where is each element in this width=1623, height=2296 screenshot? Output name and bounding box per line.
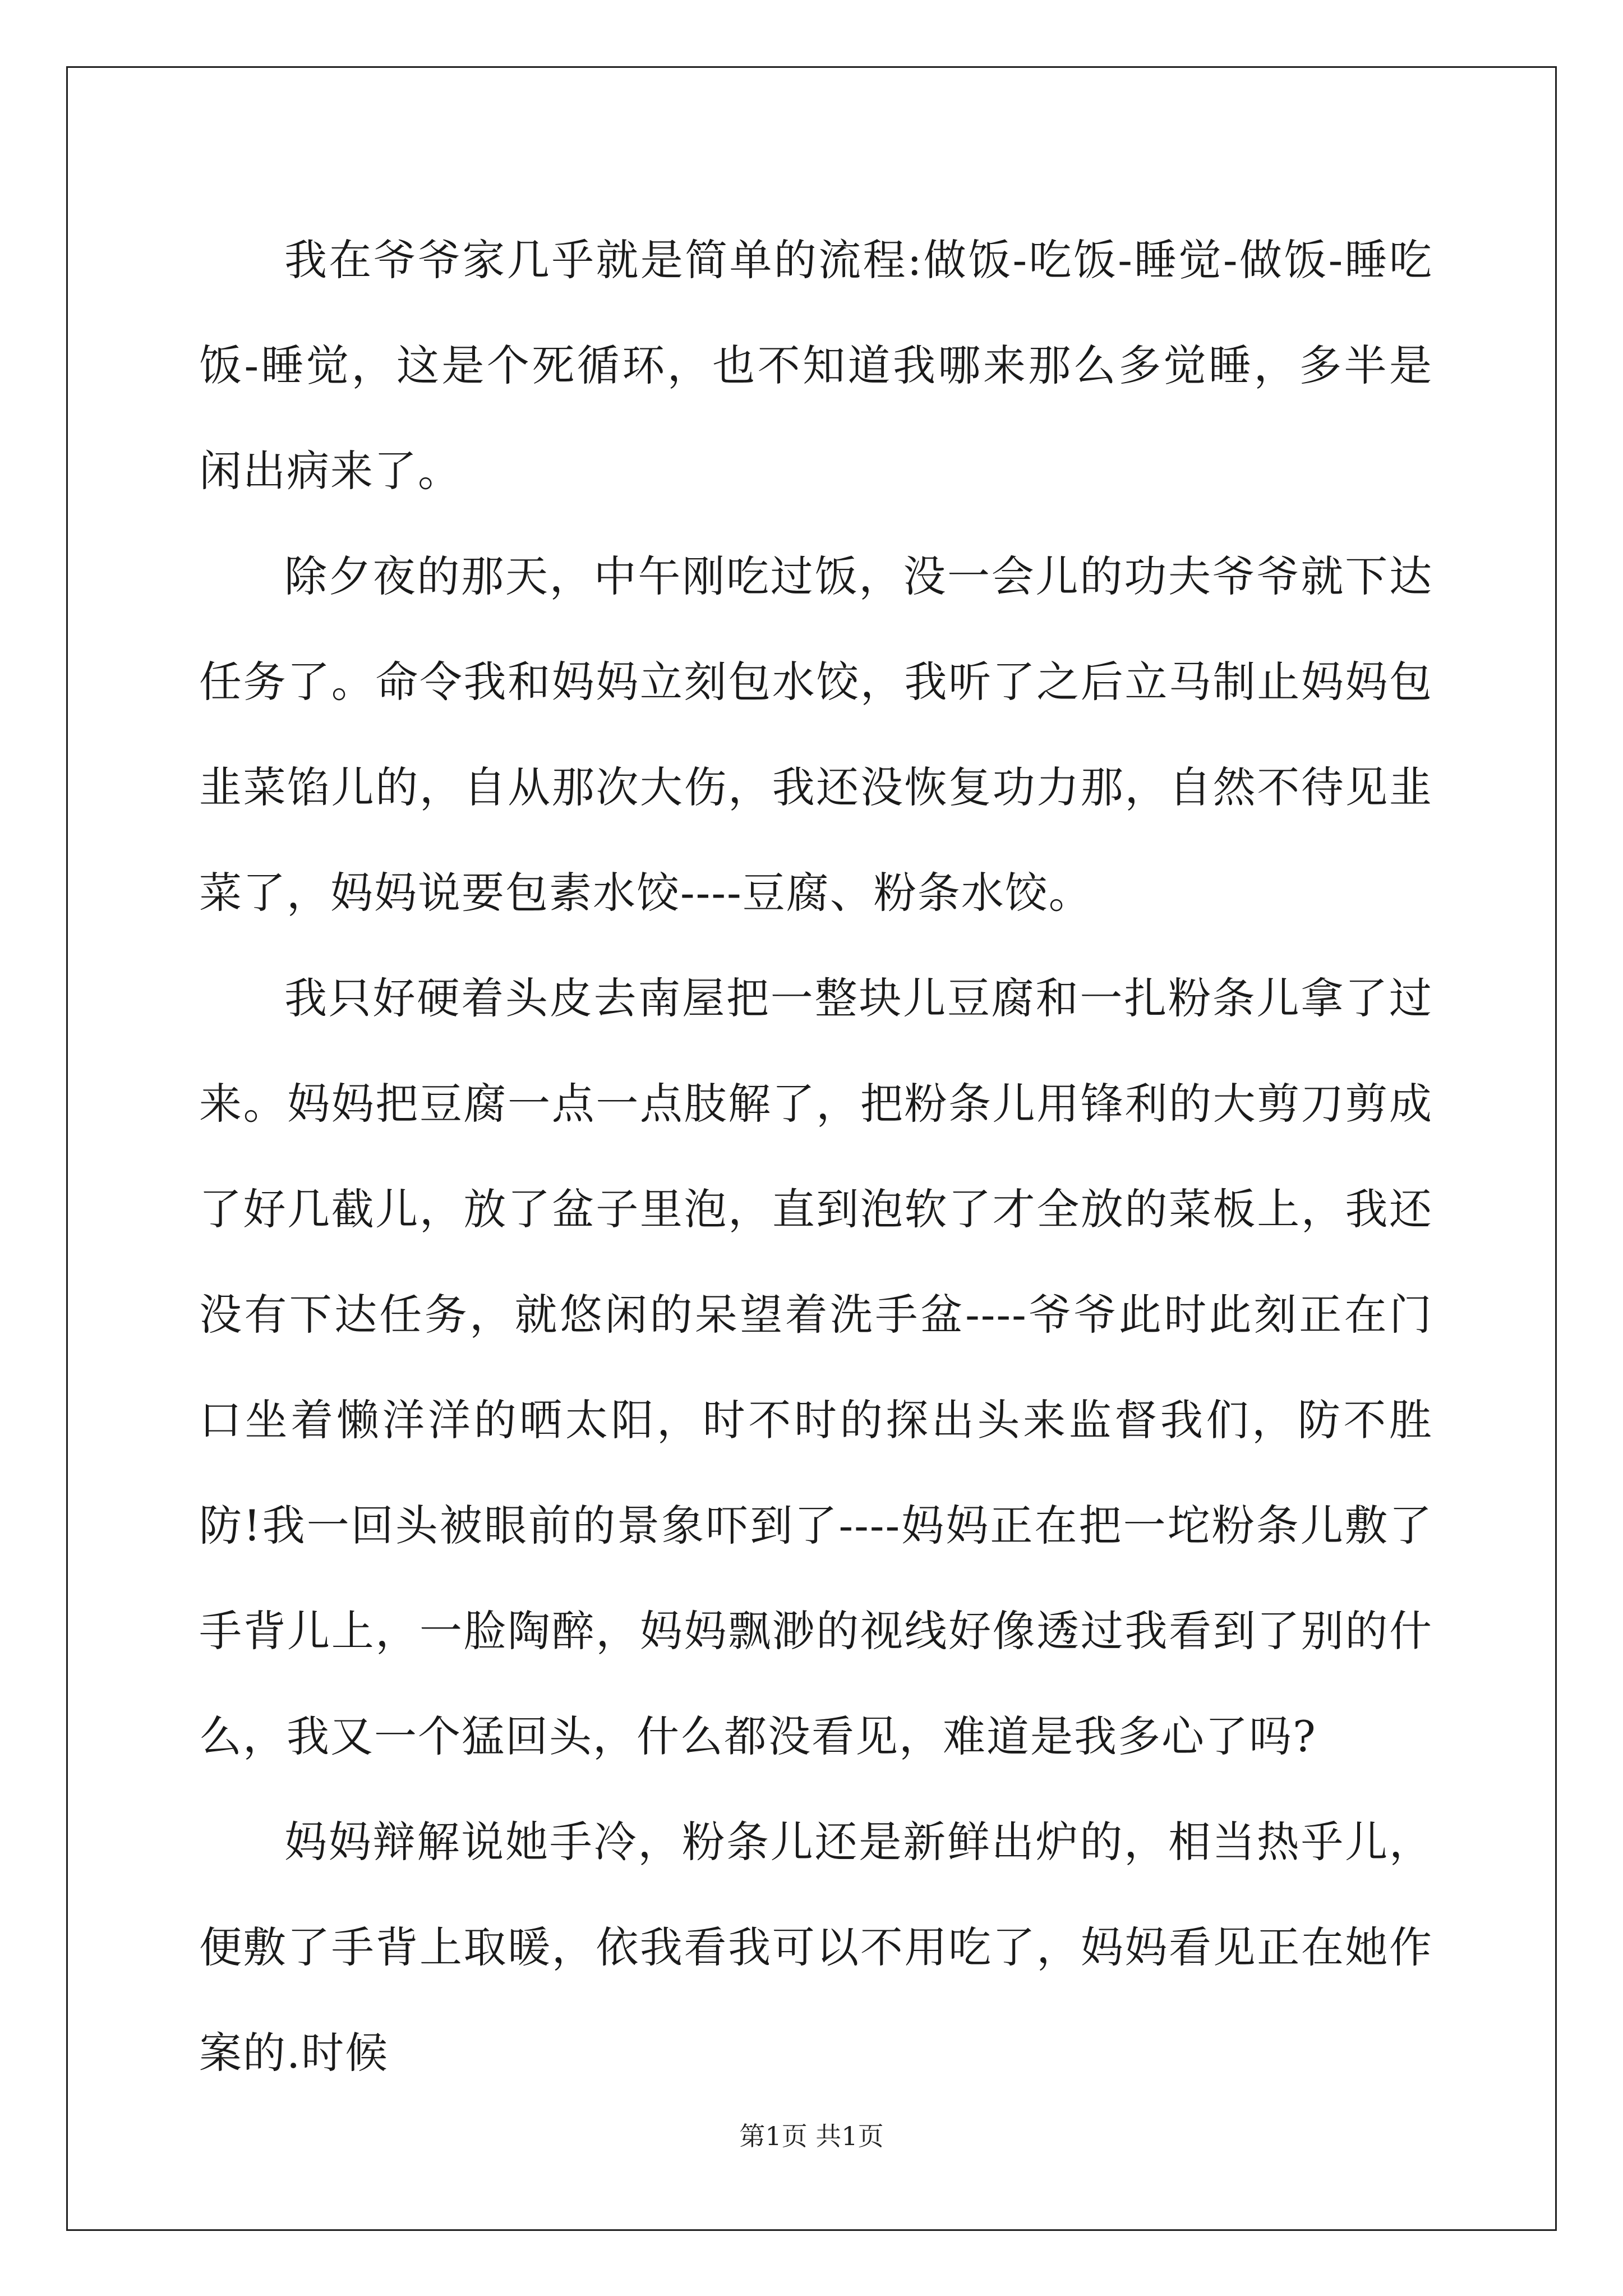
paragraph-2: 除夕夜的那天，中午刚吃过饭，没一会儿的功夫爷爷就下达任务了。命令我和妈妈立刻包水饺，我听了之后立马制止妈妈包韭菜馅儿的，自从那次大伤，我还没恢复功力那，自然不待见韭菜了，妈妈说要包素水饺----豆腐、粉条水饺。 [199,551,1433,918]
paragraph-1: 我在爷爷家几乎就是简单的流程:做饭-吃饭-睡觉-做饭-睡吃饭-睡觉，这是个死循环，也不知道我哪来那么多觉睡，多半是闲出病来了。 [199,235,1433,496]
page-footer: 第1页 共1页 [739,2121,884,2151]
paragraph-4: 妈妈辩解说她手冷，粉条儿还是新鲜出炉的，相当热乎儿，便敷了手背上取暖，依我看我可以不用吃了，妈妈看见正在她作案的.时候 [199,1817,1433,2078]
paragraph-3: 我只好硬着头皮去南屋把一整块儿豆腐和一扎粉条儿拿了过来。妈妈把豆腐一点一点肢解了，把粉条儿用锋利的大剪刀剪成了好几截儿，放了盆子里泡，直到泡软了才全放的菜板上，我还没有下达任务，就悠闲的呆望着洗手盆----爷爷此时此刻正在门口坐着懒洋洋的晒太阳，时不时的探出头来监督我们，防不胜防!我一回头被眼前的景象吓到了----妈妈正在把一坨粉条儿敷了手背儿上，一脸陶醉，妈妈飘渺的视线好像透过我看到了别的什么，我又一个猛回头，什么都没看见，难道是我多心了吗? [199,973,1433,1761]
document-body [199,208,1433,2106]
